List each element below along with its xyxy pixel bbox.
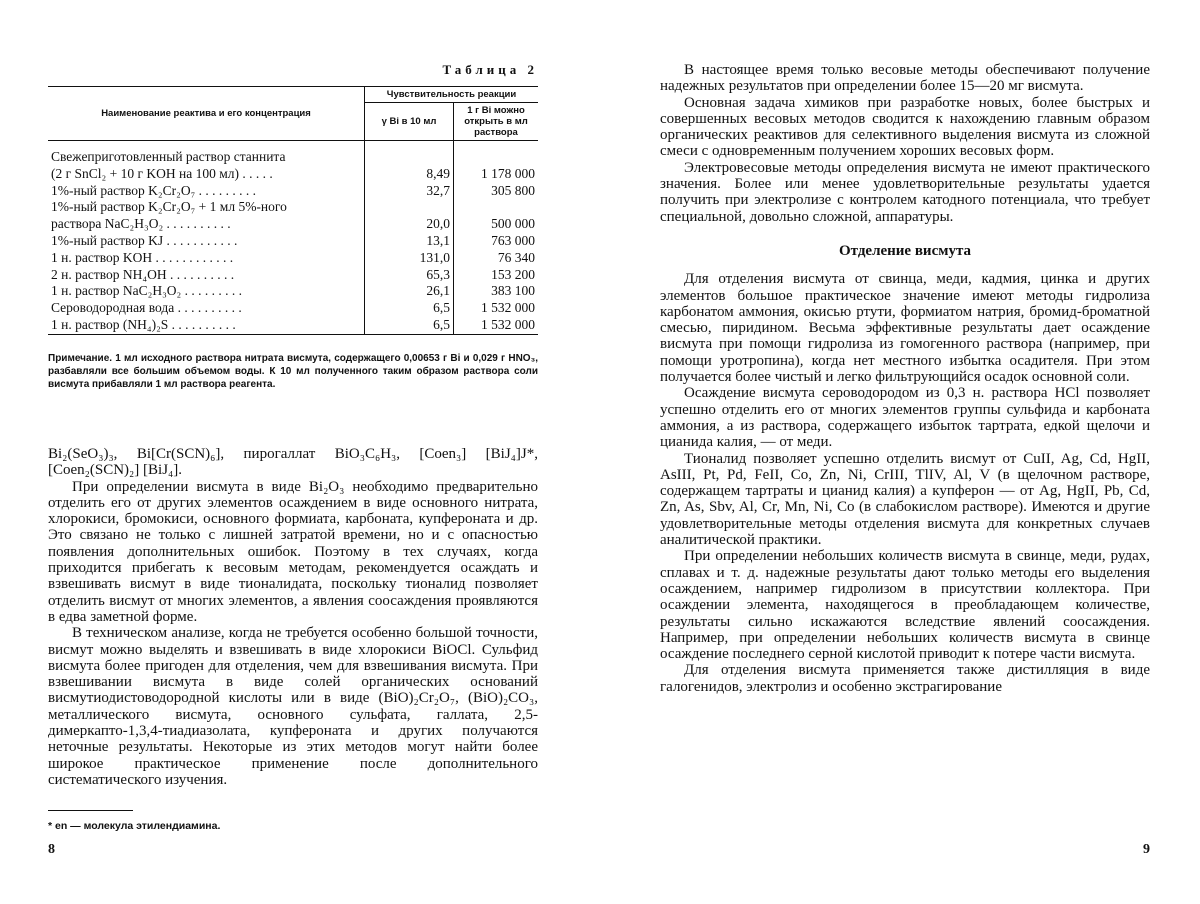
table-row <box>48 149 538 166</box>
table-row <box>48 216 538 233</box>
sensitivity-gamma-cell: 131,0 <box>365 250 454 267</box>
table-row <box>48 267 538 284</box>
paragraph: Для отделения висмута от свинца, меди, кадмия, цинка и других элементов большое практическое значение имеют методы гидролиза карбонатом аммония, окисью ртути, формиатом натрия, бромид-броматной смесью, пиридином. Весьма эффективные результаты дает осаждение висмута при помощи гидролиза из гомогенного раствора (например, при помощи уротропина), когда нет местного избытка осадителя. При этом получается более чистый и легко фильтрующийся осадок основной соли. <box>660 271 1150 386</box>
column-header-dilution: 1 г Bi можно открыть в мл раствора <box>454 103 539 141</box>
table-row <box>48 166 538 183</box>
dilution-cell: 1 532 000 <box>481 300 535 316</box>
reagent-name-cell: (2 г SnCl₂ + 10 г KOH на 100 мл) . . . . . <box>48 166 365 183</box>
table-row <box>48 183 538 200</box>
right-page <box>660 0 1150 904</box>
table-row <box>48 283 538 300</box>
paragraph: В техническом анализе, когда не требуется особенно большой точности, висмут можно выделять и взвешивать в виде хлорокиси BiOCl. Сульфид висмута более пригоден для отделения, чем для взвешивания висмута. При взвешивании висмута в виде солей органических оснований висмутиодистоводородной кислоты или в виде (BiO)₂Cr₂O₇, (BiO)₂CO₃, металлического висмута, основного сульфата, галлата, 2,5-димеркапто-1,3,4-тиадиазолата, купфероната и других получаются неточные результаты. Некоторые из этих методов могут найти более широкое практическое применение после дополнительного систематического изучения. <box>48 625 538 788</box>
sensitivity-gamma-cell: 32,7 <box>365 183 454 200</box>
reagent-name-cell: 1 н. раствор (NH₄)₂S . . . . . . . . . . <box>48 317 365 334</box>
dilution-cell: 500 000 <box>491 216 535 232</box>
left-page <box>48 0 538 904</box>
table-row <box>48 250 538 267</box>
paragraph: Осаждение висмута сероводородом из 0,3 н. раствора HCl позволяет успешно отделить его от многих элементов группы сульфида и карбоната аммония, а из раствора, содержащего избыток тартрата, едкой щелочи и цианида калия, — от меди. <box>660 385 1150 451</box>
left-body-text <box>48 446 538 788</box>
column-header-gamma: γ Bi в 10 мл <box>365 103 454 141</box>
reagent-name-cell: 1%-ный раствор K₂Cr₂O₇ . . . . . . . . . <box>48 183 365 200</box>
paragraph: Тионалид позволяет успешно отделить висмут от CuII, Ag, Cd, HgII, AsIII, Pt, Pd, FeII, Co, Zn, Ni, CrIII, TlIV, Al, V (в щелочном растворе, содержащем тартраты и цианид калия) а купферон — от Ag, HgII, Pb, Cd, Zn, As, Sbv, Al, Cr, Mn, Ni, Co (в слабокислом растворе). Имеются и другие удовлетворительные методы отделения висмута для конкретных случаев аналитической практики. <box>660 450 1150 549</box>
section-heading: Отделение висмута <box>838 242 972 259</box>
footnote: * en — молекула этилендиамина. <box>48 820 221 832</box>
table-row <box>48 199 538 216</box>
table-caption: Таблица 2 <box>442 62 538 77</box>
sensitivity-gamma-cell: 26,1 <box>365 283 454 300</box>
right-body-text <box>660 62 1150 695</box>
dilution-cell: 1 178 000 <box>481 165 535 181</box>
reagent-name-cell: Свежеприготовленный раствор станнита <box>48 149 365 166</box>
reagent-sensitivity-table <box>48 86 538 335</box>
reagent-name-cell: 2 н. раствор NH₄OH . . . . . . . . . . <box>48 267 365 284</box>
page-number-left: 8 <box>48 842 55 857</box>
paragraph: Bi₂(SeO₃)₃, Bi[Cr(SCN)₆], пирогаллат BiO₃C₆H₃, [Coen₃] [BiJ₄]J*, [Coen₂(SCN)₂] [BiJ₄]. <box>48 446 538 479</box>
dilution-cell: 305 800 <box>491 182 535 198</box>
sensitivity-gamma-cell: 8,49 <box>365 166 454 183</box>
sensitivity-gamma-cell <box>365 199 454 216</box>
dilution-cell: 763 000 <box>491 232 535 248</box>
sensitivity-gamma-cell <box>365 149 454 166</box>
dilution-cell <box>454 149 539 166</box>
paragraph: Электровесовые методы определения висмута не имеют практического значения. Более или менее удовлетворительные результаты удается получить при электролизе с контролем катодного потенциала, что требует специальной, довольно сложной, аппаратуры. <box>660 159 1150 225</box>
sensitivity-gamma-cell: 6,5 <box>365 317 454 334</box>
paragraph: При определении небольших количеств висмута в свинце, меди, рудах, сплавах и т. д. надежные результаты дают только методы его выделения осаждением, например гидролизом в присутствии коллектора. При осаждении элемента, находящегося в преобладающем количестве, результаты сильно искажаются вследствие явлений соосаждения. Например, при определении небольших количеств висмута в свинце осаждение последнего серной кислотой приводит к потере части висмута. <box>660 548 1150 663</box>
reagent-name-cell: 1 н. раствор KOH . . . . . . . . . . . . <box>48 250 365 267</box>
dilution-cell: 383 100 <box>491 283 535 299</box>
reagent-name-cell: раствора NaC₂H₃O₂ . . . . . . . . . . <box>48 216 365 233</box>
page-number-right: 9 <box>1143 842 1150 857</box>
reagent-name-cell: 1%-ный раствор KJ . . . . . . . . . . . <box>48 233 365 250</box>
paragraph: В настоящее время только весовые методы обеспечивают получение надежных результатов при определении более 15—20 мг висмута. <box>660 62 1150 95</box>
dilution-cell: 1 532 000 <box>454 317 539 334</box>
footnote-divider <box>48 810 133 811</box>
paragraph: Для отделения висмута применяется также дистилляция в виде галогенидов, электролиз и особенно экстрагирование <box>660 662 1150 695</box>
sensitivity-gamma-cell: 65,3 <box>365 267 454 284</box>
table-note: Примечание. 1 мл исходного раствора нитрата висмута, содержащего 0,00653 г Bi и 0,029 г HNO₃, разбавляли все большим объемом воды. К 10 мл полученного таким образом раствора соли висмута прибавляли 1 мл раствора реагента. <box>48 353 538 390</box>
sensitivity-gamma-cell: 13,1 <box>365 233 454 250</box>
sensitivity-gamma-cell: 20,0 <box>365 216 454 233</box>
dilution-cell <box>454 199 539 216</box>
dilution-cell: 153 200 <box>491 266 535 282</box>
paragraph: При определении висмута в виде Bi₂O₃ необходимо предварительно отделить его от других элементов осаждением в виде основного нитрата, хлорокиси, бромокиси, основного формиата, карбоната, купфероната и др. Это связано не только с лишней затратой времени, но и с опасностью появления дополнительных ошибок. Поэтому в тех случаях, когда приходится прибегать к весовым методам, рекомендуется осаждать и взвешивать висмут в виде тионалидата, поскольку тионалид позволяет отделить висмут от многих элементов, а явления соосаждения проявляются в едва заметной форме. <box>48 478 538 625</box>
reagent-name-cell: 1 н. раствор NaC₂H₃O₂ . . . . . . . . . <box>48 283 365 300</box>
table-row <box>48 317 538 334</box>
table-row <box>48 300 538 317</box>
reagent-name-cell: 1%-ный раствор K₂Cr₂O₇ + 1 мл 5%-ного <box>48 199 365 216</box>
column-group-sensitivity: Чувствительность реакции <box>365 87 539 103</box>
column-header-reagent: Наименование реактива и его концентрация <box>48 87 365 141</box>
table-row <box>48 233 538 250</box>
paragraph: Основная задача химиков при разработке новых, более быстрых и совершенных весовых методов сводится к нахождению главным образом органических реактивов для селективного выделения висмута из сложной смеси с одновременным получением хороших весовых форм. <box>660 94 1150 160</box>
reagent-name-cell: Сероводородная вода . . . . . . . . . . <box>48 300 365 317</box>
sensitivity-gamma-cell: 6,5 <box>365 300 454 317</box>
dilution-cell: 76 340 <box>497 249 535 265</box>
